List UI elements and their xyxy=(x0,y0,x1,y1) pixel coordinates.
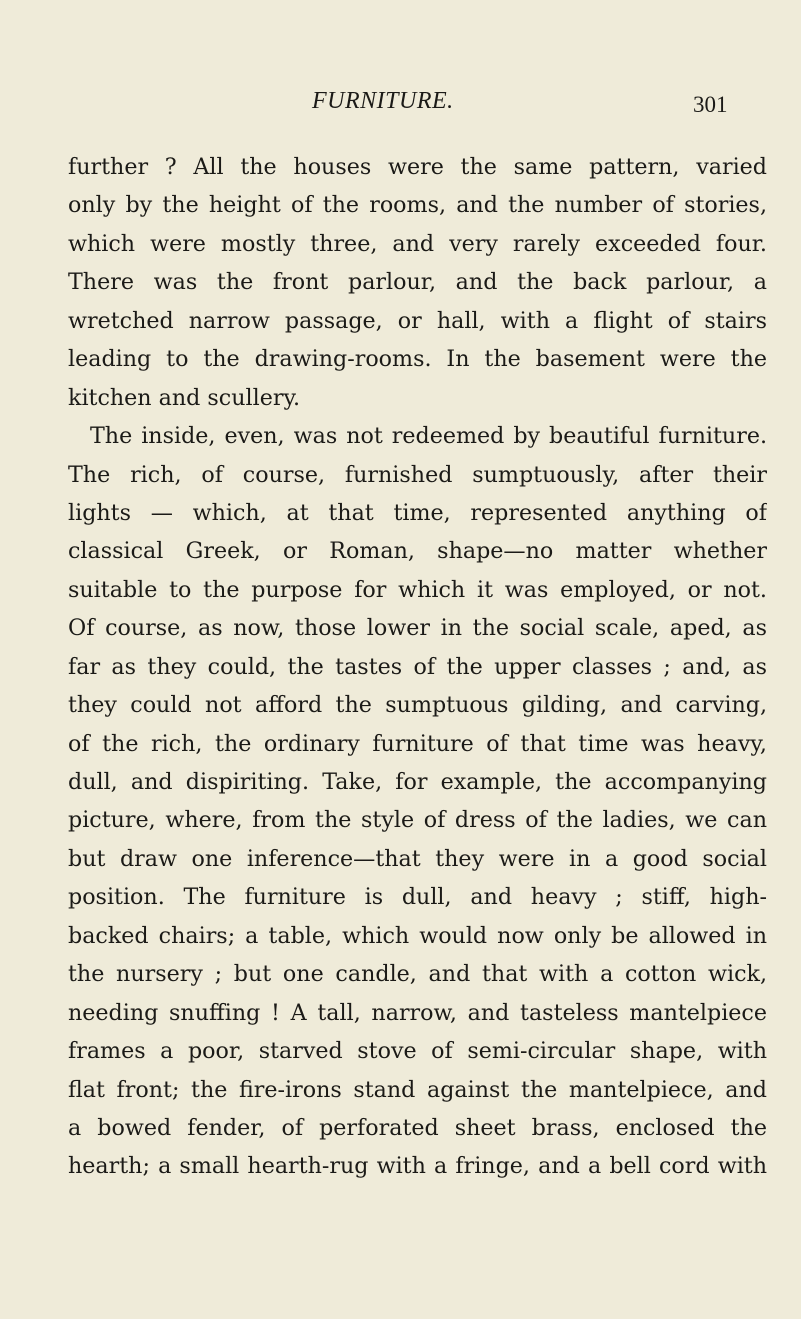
text-line: Of course, as now, those lower in the social scale, aped, as xyxy=(68,615,767,642)
text-line: far as they could, the tastes of the upper classes ; and, as xyxy=(68,653,767,680)
text-line-paragraph-start: The inside, even, was not redeemed by beautiful furniture. xyxy=(90,423,767,450)
text-line: There was the front parlour, and the back parlour, a xyxy=(68,269,767,296)
text-line: classical Greek, or Roman, shape—no matter whether xyxy=(68,538,767,565)
text-line: hearth; a small hearth-rug with a fringe, and a bell cord with xyxy=(68,1153,767,1180)
text-line: of the rich, the ordinary furniture of that time was heavy, xyxy=(68,730,767,757)
text-line: but draw one inference—that they were in a good social xyxy=(68,845,767,872)
text-line: backed chairs; a table, which would now only be allowed in xyxy=(68,922,767,949)
text-line: leading to the drawing-rooms. In the basement were the xyxy=(68,346,767,373)
text-line: which were mostly three, and very rarely exceeded four. xyxy=(68,230,767,257)
text-line: the nursery ; but one candle, and that with a cotton wick, xyxy=(68,961,767,988)
text-line: frames a poor, starved stove of semi-circular shape, with xyxy=(68,1038,767,1065)
text-line: picture, where, from the style of dress of the ladies, we can xyxy=(68,807,767,834)
text-line: only by the height of the rooms, and the number of stories, xyxy=(68,192,767,219)
text-line: The rich, of course, furnished sumptuously, after their xyxy=(68,461,767,488)
text-line: wretched narrow passage, or hall, with a flight of stairs xyxy=(68,307,767,334)
text-line: a bowed fender, of perforated sheet brass, enclosed the xyxy=(68,1114,767,1141)
text-line: lights — which, at that time, represented anything of xyxy=(68,499,767,526)
text-line: suitable to the purpose for which it was employed, or not. xyxy=(68,576,767,603)
running-title: FURNITURE. xyxy=(312,88,454,114)
text-line: needing snuffing ! A tall, narrow, and tasteless mantelpiece xyxy=(68,999,767,1026)
page-number: 301 xyxy=(693,92,728,117)
text-line: dull, and dispiriting. Take, for example, the accompanying xyxy=(68,769,767,795)
text-line-paragraph-end: kitchen and scullery. xyxy=(68,384,301,411)
text-line: position. The furniture is dull, and heavy ; stiff, high- xyxy=(68,884,767,911)
page-header xyxy=(0,88,801,128)
text-line: flat front; the fire-irons stand against the mantelpiece, and xyxy=(68,1076,767,1103)
text-line: they could not afford the sumptuous gilding, and carving, xyxy=(68,692,767,719)
text-line: further ? All the houses were the same pattern, varied xyxy=(68,154,767,180)
body-text xyxy=(68,148,767,1186)
